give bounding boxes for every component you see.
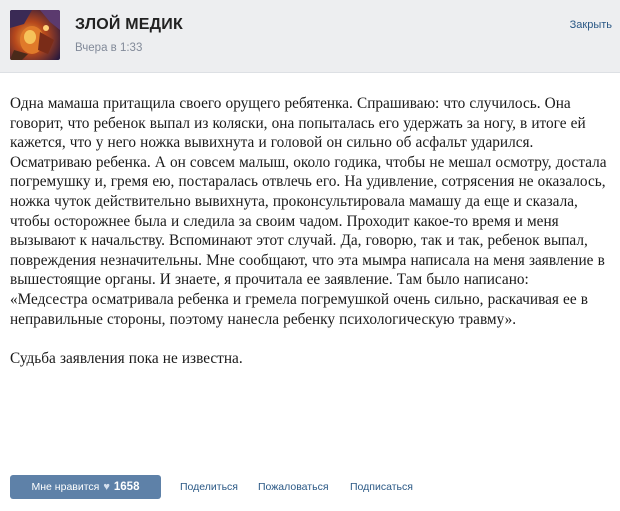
report-link[interactable]: Пожаловаться — [258, 481, 329, 493]
subscribe-link[interactable]: Подписаться — [350, 481, 413, 493]
like-label: Мне нравится — [31, 481, 100, 493]
like-count: 1658 — [113, 481, 140, 493]
avatar[interactable] — [10, 10, 60, 60]
post-time[interactable]: Вчера в 1:33 — [75, 42, 143, 54]
share-link[interactable]: Поделиться — [180, 481, 238, 493]
post-paragraph: Одна мамаша притащила своего орущего ребятенка. Спрашиваю: что случилось. Она говорит, что ребенок выпал из коляски, она попыталась его удержать за ногу, в итоге ей кажется, что у него ножка вывихнута и головой он сильно об асфальт ударился. Осматриваю ребенка. А он совсем малыш, около годика, чтобы не мешал осмотру, достала погремушку и, гремя ею, постаралась отвлечь его. На удивление, сотрясения не оказалось, ножка чуток действительно вывихнута, проконсультировала мамашу да еще и сказала, чтобы осторожнее была и следила за своим чадом. Проходит какое-то время и меня вызывают к начальству. Вспоминают этот случай. Да, говорю, так и так, ребенок выпал, повреждения незначительны. Мне сообщают, что эта мымра написала на меня заявление в вышестоящие органы. И знаете, я прочитала ее заявление. Там было написано: «Медсестра осматривала ребенка и гремела погремушкой очень сильно, раскачивая ее в неправильные стороны, поэтому нанесла ребенку психологическую травму». — [10, 95, 607, 328]
post-paragraph: Судьба заявления пока не известна. — [10, 350, 243, 368]
like-button[interactable] — [10, 475, 161, 499]
post-header — [0, 0, 620, 73]
post-content — [10, 94, 610, 369]
avatar-image — [10, 10, 60, 60]
post-actions — [10, 475, 610, 499]
heart-icon: ♥ — [103, 480, 110, 493]
close-link[interactable]: Закрыть — [569, 19, 612, 31]
post-author[interactable]: ЗЛОЙ МЕДИК — [75, 16, 183, 33]
